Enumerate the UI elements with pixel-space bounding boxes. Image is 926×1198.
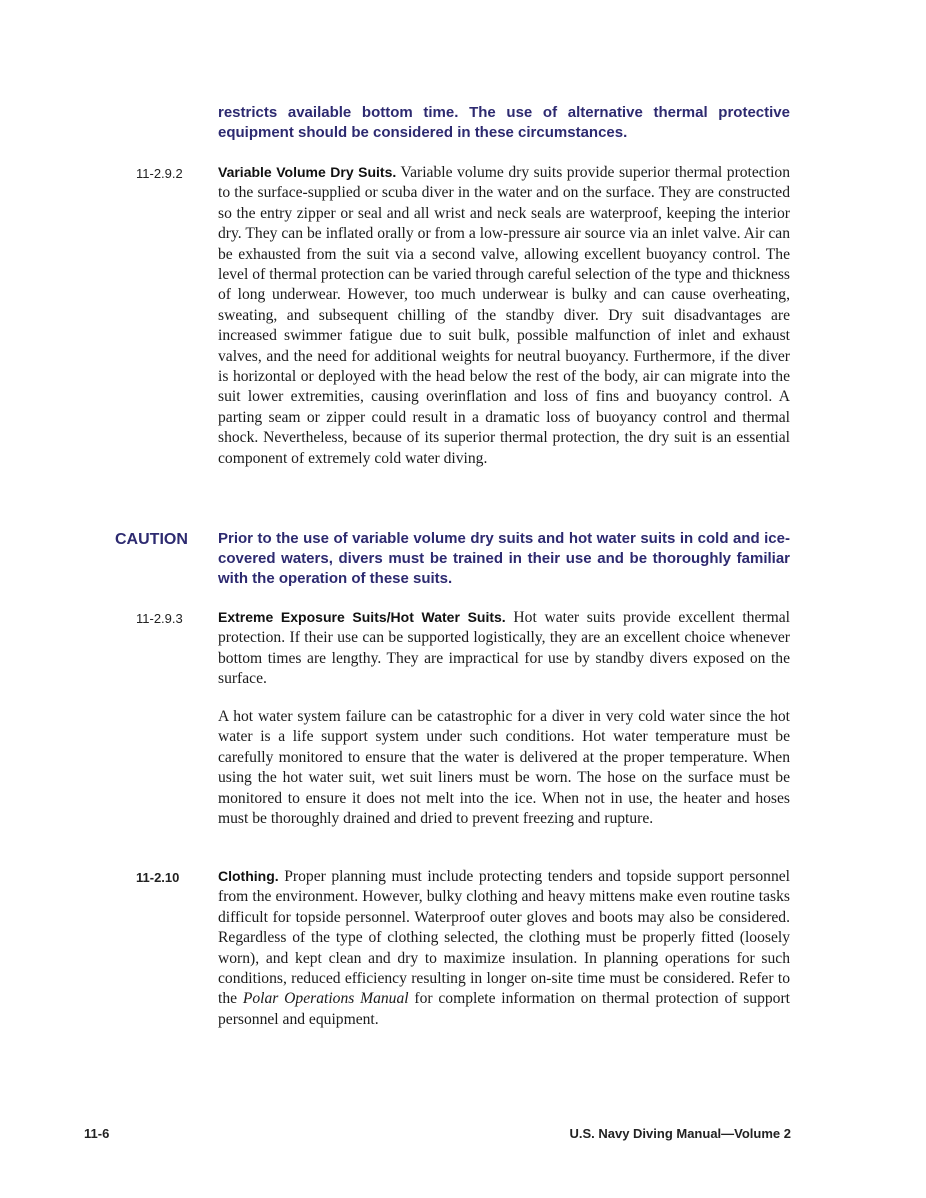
caution-text: Prior to the use of variable volume dry suits and hot water suits in cold and ice-covered waters, divers must be trained in their use and be thoroughly familiar with the operation of these suits. [218, 530, 790, 587]
section-text: for complete information on thermal protection of support personnel and equipment. [218, 990, 790, 1028]
section-paragraph: A hot water system failure can be catastrophic for a diver in very cold water since the hot water is a life support system under such conditions. Hot water temperature must be carefully monitored to ensure that the water is delivered at the proper temperature. When using the hot water suit, wet suit liners must be worn. The hose on the surface must be monitored to ensure it does not melt into the ice. When not in use, the heater and hoses must be thoroughly drained and dried to prevent freezing and rupture. [218, 708, 790, 828]
section-paragraph [218, 162, 790, 469]
section-text: Proper planning must include protecting tenders and topside support personnel from the environment. However, bulky clothing and heavy mittens make even routine tasks difficult for topside personnel. Waterproof outer gloves and boots may also be considered. Regardless of the type of clothing selected, the clothing must be properly fitted (loosely worn), and kept clean and dry to maximize insulation. In planning operations for such conditions, reduced efficiency resulting in longer on-site time must be considered. Refer to the [218, 868, 790, 1008]
section-number: 11-2.10 [136, 870, 180, 885]
reference-title: Polar Operations Manual [242, 990, 409, 1008]
section-number: 11-2.9.2 [136, 166, 183, 181]
manual-title: U.S. Navy Diving Manual—Volume 2 [569, 1126, 791, 1141]
page-number: 11-6 [84, 1126, 110, 1141]
section-text: Variable volume dry suits provide superior thermal protection to the surface-supplied or scuba diver in the water and on the surface. They are constructed so the entry zipper or seal and all wrist and neck seals are waterproof, keeping the interior dry. They can be inflated orally or from a low-pressure air source via an inlet valve. Air can be exhausted from the suit via a second valve, allowing excellent buoyancy control. The level of thermal protection can be varied through careful selection of the type and thickness of long underwear. However, too much underwear is bulky and can cause overheating, sweating, and subsequent chilling of the standby diver. Dry suit disadvantages are increased swimmer fatigue due to suit bulk, possible malfunction of inlet and exhaust valves, and the need for additional weights for neutral buoyancy. Furthermore, if the diver is horizontal or deployed with the head below the rest of the body, air can migrate into the suit lower extremities, causing overinflation and loss of fins and buoyancy control. A parting seam or zipper could result in a dramatic loss of buoyancy control and thermal shock. Nevertheless, because of its superior thermal protection, the dry suit is an essential component of extremely cold water diving. [218, 164, 790, 467]
section-heading: Clothing. [218, 868, 279, 884]
section-paragraph [218, 607, 790, 690]
section-heading: Variable Volume Dry Suits. [218, 164, 397, 180]
section-text: Hot water suits provide excellent thermal protection. If their use can be supported logistically, they are an excellent choice whenever bottom times are lengthy. They are impractical for use by standby divers exposed on the surface. [218, 609, 790, 688]
caution-label: CAUTION [115, 531, 188, 548]
section-number: 11-2.9.3 [136, 611, 183, 626]
intro-notice: restricts available bottom time. The use of alternative thermal protective equipment should be considered in these circumstances. [218, 104, 790, 141]
section-heading: Extreme Exposure Suits/Hot Water Suits. [218, 609, 506, 625]
section-paragraph [218, 866, 790, 1030]
